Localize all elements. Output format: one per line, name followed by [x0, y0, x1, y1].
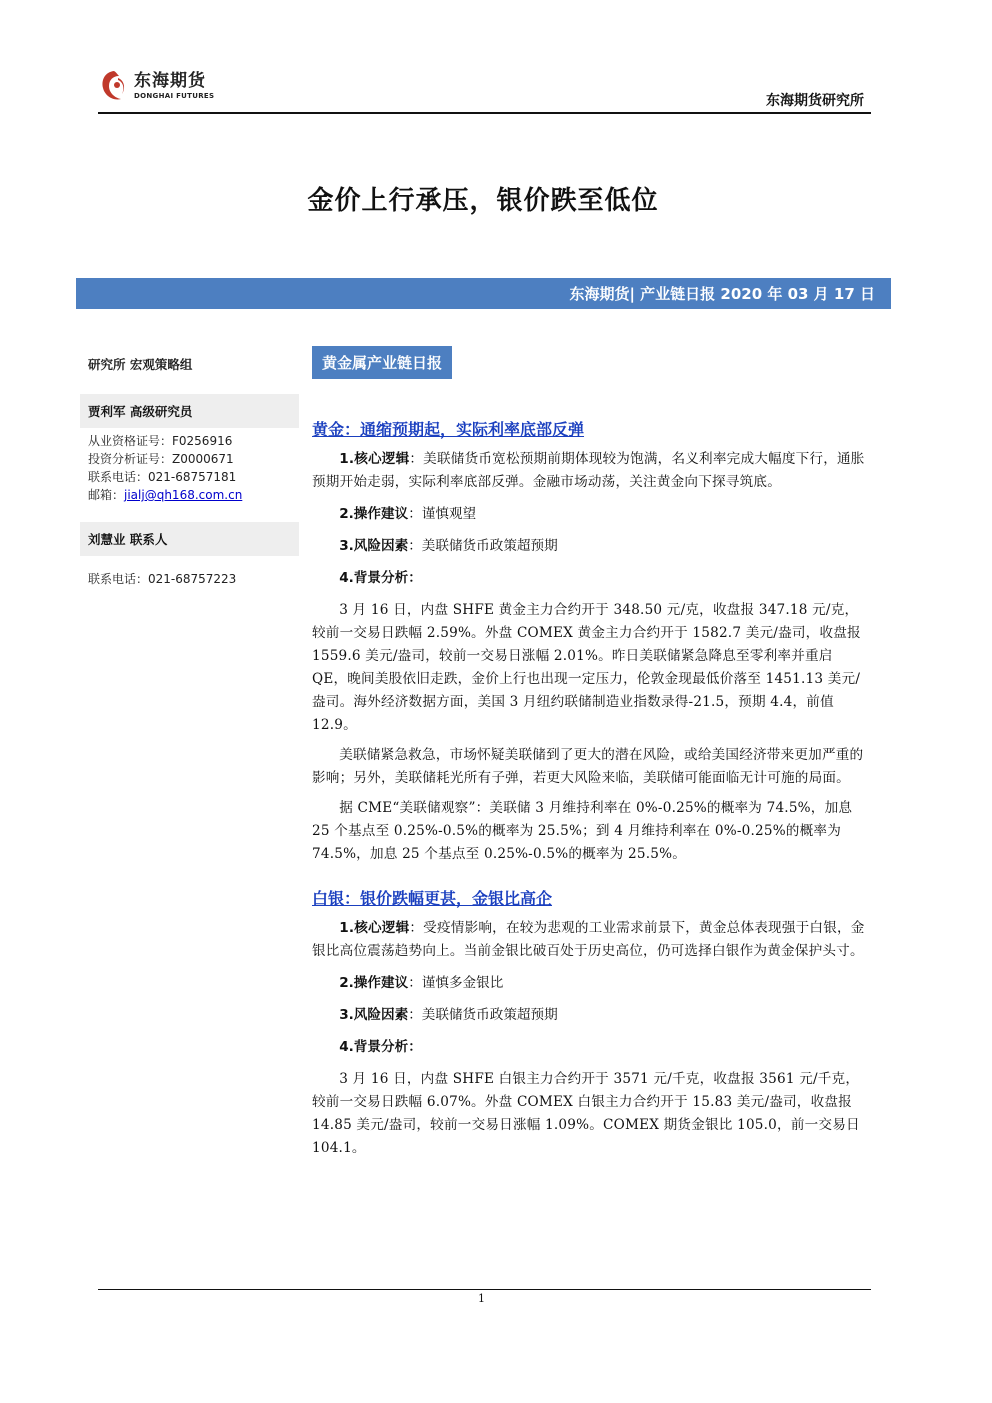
sidebar-email-row	[80, 486, 299, 504]
gold-background-colon: ：	[408, 570, 422, 586]
sidebar-email-link[interactable]: jialj@qh168.com.cn	[124, 488, 243, 502]
gold-paragraph-2: 美联储紧急救急，市场怀疑美联储到了更大的潜在风险，或给美国经济带来更加严重的影响；另外，美联储耗光所有子弹，若更大风险来临，美联储可能面临无计可施的局面。	[312, 747, 864, 786]
gold-background-label: 4.背景分析	[339, 570, 409, 586]
company-logo	[98, 66, 228, 106]
silver-risk	[312, 1004, 872, 1027]
silver-paragraph-1: 3 月 16 日，内盘 SHFE 白银主力合约开于 3571 元/千克，收盘报 3561 元/千克，较前一交易日跌幅 6.07%。外盘 COMEX 白银主力合约开于 15.83 美元/盎司，收盘报 14.85 美元/盎司，较前一交易日涨幅 1.09%。COMEX 期货金银比 105.0，前一交易日 104.1。	[312, 1071, 860, 1156]
silver-background-label: 4.背景分析	[339, 1039, 409, 1055]
sidebar-analyst-name: 贾利军 高级研究员	[80, 394, 299, 428]
sidebar-analyst-line: 联系电话：021-68757181	[88, 470, 237, 484]
gold-risk	[312, 535, 872, 558]
report-section-tag: 黄金属产业链日报	[312, 346, 452, 379]
sidebar-email-label: 邮箱：	[88, 488, 125, 502]
silver-advice-label: 2.操作建议	[339, 975, 409, 991]
sidebar-contact-name: 刘慧业 联系人	[80, 522, 299, 556]
silver-section-heading: 白银：银价跌幅更甚，金银比高企	[312, 889, 553, 908]
logo-emblem-icon	[98, 68, 130, 104]
silver-background-colon: ：	[408, 1039, 422, 1055]
gold-paragraph-3: 据 CME“美联储观察”：美联储 3 月维持利率在 0%-0.25%的概率为 74.5%，加息 25 个基点至 0.25%-0.5%的概率为 25.5%；到 4 月维持利率在 0%-0.25%的概率为 74.5%，加息 25 个基点至 0.25%-0.5%的概率为 25.5%。	[312, 800, 853, 862]
sidebar-group: 研究所 宏观策略组	[88, 357, 193, 372]
report-banner-text: 东海期货| 产业链日报 2020 年 03 月 17 日	[569, 285, 875, 303]
gold-advice	[312, 503, 872, 526]
silver-background	[312, 1036, 872, 1059]
gold-advice-label: 2.操作建议	[339, 506, 409, 522]
silver-core-logic-label: 1.核心逻辑	[339, 920, 410, 936]
gold-advice-text: ：谨慎观望	[408, 506, 477, 522]
gold-paragraph-1: 3 月 16 日，内盘 SHFE 黄金主力合约开于 348.50 元/克，收盘报 347.18 元/克，较前一交易日跌幅 2.59%。外盘 COMEX 黄金主力合约开于 1582.7 美元/盎司，收盘报 1559.6 美元/盎司，较前一交易日涨幅 2.01%。昨日美联储紧急降息至零利率并重启 QE，晚间美股依旧走跌，金价上行也出现一定压力，伦敦金现最低价落至 1451.13 美元/盎司。海外经济数据方面，美国 3 月纽约联储制造业指数录得-21.5，预期 4.4，前值 12.9。	[312, 602, 861, 733]
gold-risk-label: 3.风险因素	[339, 538, 409, 554]
gold-risk-text: ：美联储货币政策超预期	[408, 538, 558, 554]
footer-divider	[98, 1289, 871, 1290]
sidebar	[80, 348, 299, 588]
logo-english-name: DONGHAI FUTURES	[134, 91, 215, 100]
gold-core-logic-text: ：美联储货币宽松预期前期体现较为饱满，名义利率完成大幅度下行，通胀预期开始走弱，实际利率底部反弹。金融市场动荡，关注黄金向下探寻筑底。	[312, 451, 865, 490]
sidebar-analyst-line: 从业资格证号：F0256916	[88, 434, 233, 448]
silver-core-logic	[312, 917, 872, 963]
silver-advice	[312, 972, 872, 995]
page-title: 金价上行承压，银价跌至低位	[307, 186, 659, 216]
silver-advice-text: ：谨慎多金银比	[408, 975, 504, 991]
gold-core-logic-label: 1.核心逻辑	[339, 451, 410, 467]
sidebar-analyst-line: 投资分析证号：Z0000671	[88, 452, 234, 466]
silver-risk-text: ：美联储货币政策超预期	[408, 1007, 558, 1023]
gold-core-logic	[312, 448, 872, 494]
logo-chinese-name: 东海期货	[134, 70, 206, 91]
silver-core-logic-text: ：受疫情影响，在较为悲观的工业需求前景下，黄金总体表现强于白银，金银比高位震荡趋势向上。当前金银比破百处于历史高位，仍可选择白银作为黄金保护头寸。	[312, 920, 865, 959]
gold-background	[312, 567, 872, 590]
gold-section-heading: 黄金：通缩预期起，实际利率底部反弹	[312, 420, 585, 439]
silver-risk-label: 3.风险因素	[339, 1007, 409, 1023]
report-banner	[76, 278, 891, 309]
header-divider	[98, 112, 871, 114]
sidebar-contact-phone: 联系电话：021-68757223	[88, 572, 237, 586]
page-number: 1	[478, 1292, 485, 1305]
main-content	[312, 346, 872, 1160]
header-institute-label: 东海期货研究所	[766, 93, 864, 109]
